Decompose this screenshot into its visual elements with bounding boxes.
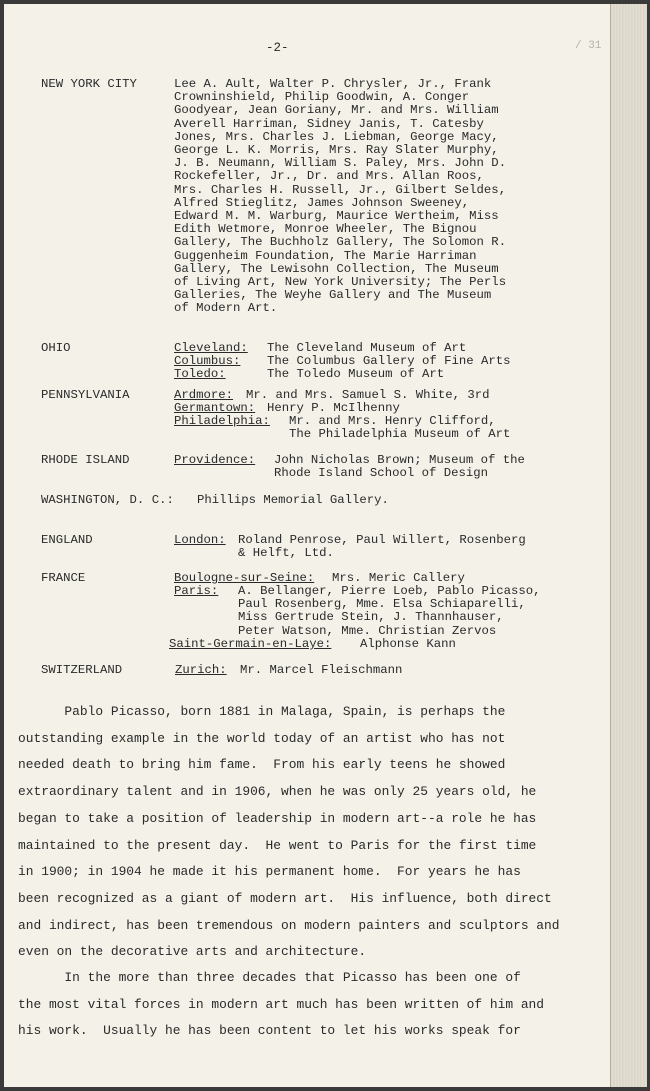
city-zurich: Zurich: <box>175 663 227 677</box>
page-stack-edges <box>610 4 647 1087</box>
lender-zurich: Mr. Marcel Fleischmann <box>240 663 403 677</box>
lender-saint-germain: Alphonse Kann <box>360 637 456 651</box>
corner-pencil-mark: / 31 <box>575 40 602 52</box>
document-page <box>4 4 610 1087</box>
lender-line: Peter Watson, Mme. Christian Zervos <box>238 623 497 638</box>
lender-line: Crowninshield, Philip Goodwin, A. Conger <box>174 90 470 105</box>
lender-line: Rockefeller, Jr., Dr. and Mrs. Allan Roos, <box>174 169 484 184</box>
paragraph-line: In the more than three decades that Picasso has been one of <box>18 970 521 985</box>
city-philadelphia: Philadelphia: <box>174 414 270 428</box>
state-label-washington: WASHINGTON, D. C.: <box>41 493 174 507</box>
state-label-rhode-island: RHODE ISLAND <box>41 453 130 467</box>
state-label-pennsylvania: PENNSYLVANIA <box>41 388 130 402</box>
paragraph-line: in 1900; in 1904 he made it his permanent home. For years he has <box>18 864 521 880</box>
state-label-england: ENGLAND <box>41 533 93 547</box>
paragraph-line: and indirect, has been tremendous on modern painters and sculptors and <box>18 917 560 933</box>
paragraph-line: his work. Usually he has been content to let his works speak for <box>18 1023 521 1039</box>
paragraph-line: needed death to bring him fame. From his early teens he showed <box>18 757 506 773</box>
lender-line: George L. K. Morris, Mrs. Ray Slater Murphy, <box>174 143 499 157</box>
lender-ardmore: Mr. and Mrs. Samuel S. White, 3rd <box>246 388 490 402</box>
paragraph-line: extraordinary talent and in 1906, when he was only 25 years old, he <box>18 784 537 800</box>
lender-providence-1: John Nicholas Brown; Museum of the <box>274 453 525 467</box>
state-label-france: FRANCE <box>41 571 86 585</box>
lender-providence-2: Rhode Island School of Design <box>274 466 489 480</box>
lender-germantown: Henry P. McIlhenny <box>267 401 400 415</box>
state-label-new-york: NEW YORK CITY <box>41 77 137 91</box>
lender-line: of Living Art, New York University; The Perls <box>174 275 507 289</box>
paragraph-line: the most vital forces in modern art much has been written of him and <box>18 996 545 1012</box>
lender-line: Averell Harriman, Sidney Janis, T. Catesby <box>174 116 484 131</box>
lender-line: Guggenheim Foundation, The Marie Harriman <box>174 248 477 263</box>
city-cleveland: Cleveland: <box>174 341 248 355</box>
lender-philadelphia-1: Mr. and Mrs. Henry Clifford, <box>289 414 496 428</box>
lender-line: Gallery, The Lewisohn Collection, The Museum <box>174 261 499 276</box>
city-boulogne: Boulogne-sur-Seine: <box>174 571 315 585</box>
city-saint-germain: Saint-Germain-en-Laye: <box>169 637 332 651</box>
paragraph-line: Pablo Picasso, born 1881 in Malaga, Spain, is perhaps the <box>18 704 506 719</box>
city-providence: Providence: <box>174 453 256 467</box>
lender-line: Goodyear, Jean Goriany, Mr. and Mrs. William <box>174 103 499 118</box>
lender-boulogne: Mrs. Meric Callery <box>332 571 465 585</box>
city-toledo: Toledo: <box>174 367 226 381</box>
lender-london-2: & Helft, Ltd. <box>238 546 334 560</box>
lender-line: A. Bellanger, Pierre Loeb, Pablo Picasso, <box>238 584 541 598</box>
paragraph-line: began to take a position of leadership in modern art--a role he has <box>18 810 537 826</box>
lender-columbus: The Columbus Gallery of Fine Arts <box>267 354 511 368</box>
city-columbus: Columbus: <box>174 354 241 368</box>
lender-line: Galleries, The Weyhe Gallery and The Museum <box>174 288 492 303</box>
lender-toledo: The Toledo Museum of Art <box>267 367 445 381</box>
city-germantown: Germantown: <box>174 401 256 415</box>
lender-line: of Modern Art. <box>174 301 278 316</box>
lender-line: Lee A. Ault, Walter P. Chrysler, Jr., Frank <box>174 77 492 91</box>
lender-line: Jones, Mrs. Charles J. Liebman, George Macy, <box>174 129 499 144</box>
city-ardmore: Ardmore: <box>174 388 234 402</box>
lender-line: Paul Rosenberg, Mme. Elsa Schiaparelli, <box>238 597 526 612</box>
paragraph-line: maintained to the present day. He went to Paris for the first time <box>18 837 537 853</box>
city-paris: Paris: <box>174 584 219 598</box>
lender-line: J. B. Neumann, William S. Paley, Mrs. John D. <box>174 156 507 171</box>
lender-line: Miss Gertrude Stein, J. Thannhauser, <box>238 610 504 625</box>
paragraph-line: been recognized as a giant of modern art. His influence, both direct <box>18 890 552 906</box>
city-london: London: <box>174 533 226 547</box>
lender-washington: Phillips Memorial Gallery. <box>197 493 389 507</box>
lender-line: Alfred Stieglitz, James Johnson Sweeney, <box>174 195 470 210</box>
paragraph-line: outstanding example in the world today of an artist who has not <box>18 730 506 746</box>
lender-line: Gallery, The Buchholz Gallery, The Solomon R. <box>174 235 507 250</box>
page-number: -2- <box>266 41 289 55</box>
lender-line: Edith Wetmore, Monroe Wheeler, The Bignou <box>174 222 477 237</box>
lender-line: Mrs. Charles H. Russell, Jr., Gilbert Seldes, <box>174 182 507 197</box>
lender-philadelphia-2: The Philadelphia Museum of Art <box>289 427 511 441</box>
paragraph-line: even on the decorative arts and architecture. <box>18 944 367 960</box>
lender-line: Edward M. M. Warburg, Maurice Wertheim, Miss <box>174 209 499 223</box>
state-label-switzerland: SWITZERLAND <box>41 663 123 677</box>
state-label-ohio: OHIO <box>41 341 71 355</box>
lender-cleveland: The Cleveland Museum of Art <box>267 341 467 355</box>
lender-london-1: Roland Penrose, Paul Willert, Rosenberg <box>238 533 526 547</box>
